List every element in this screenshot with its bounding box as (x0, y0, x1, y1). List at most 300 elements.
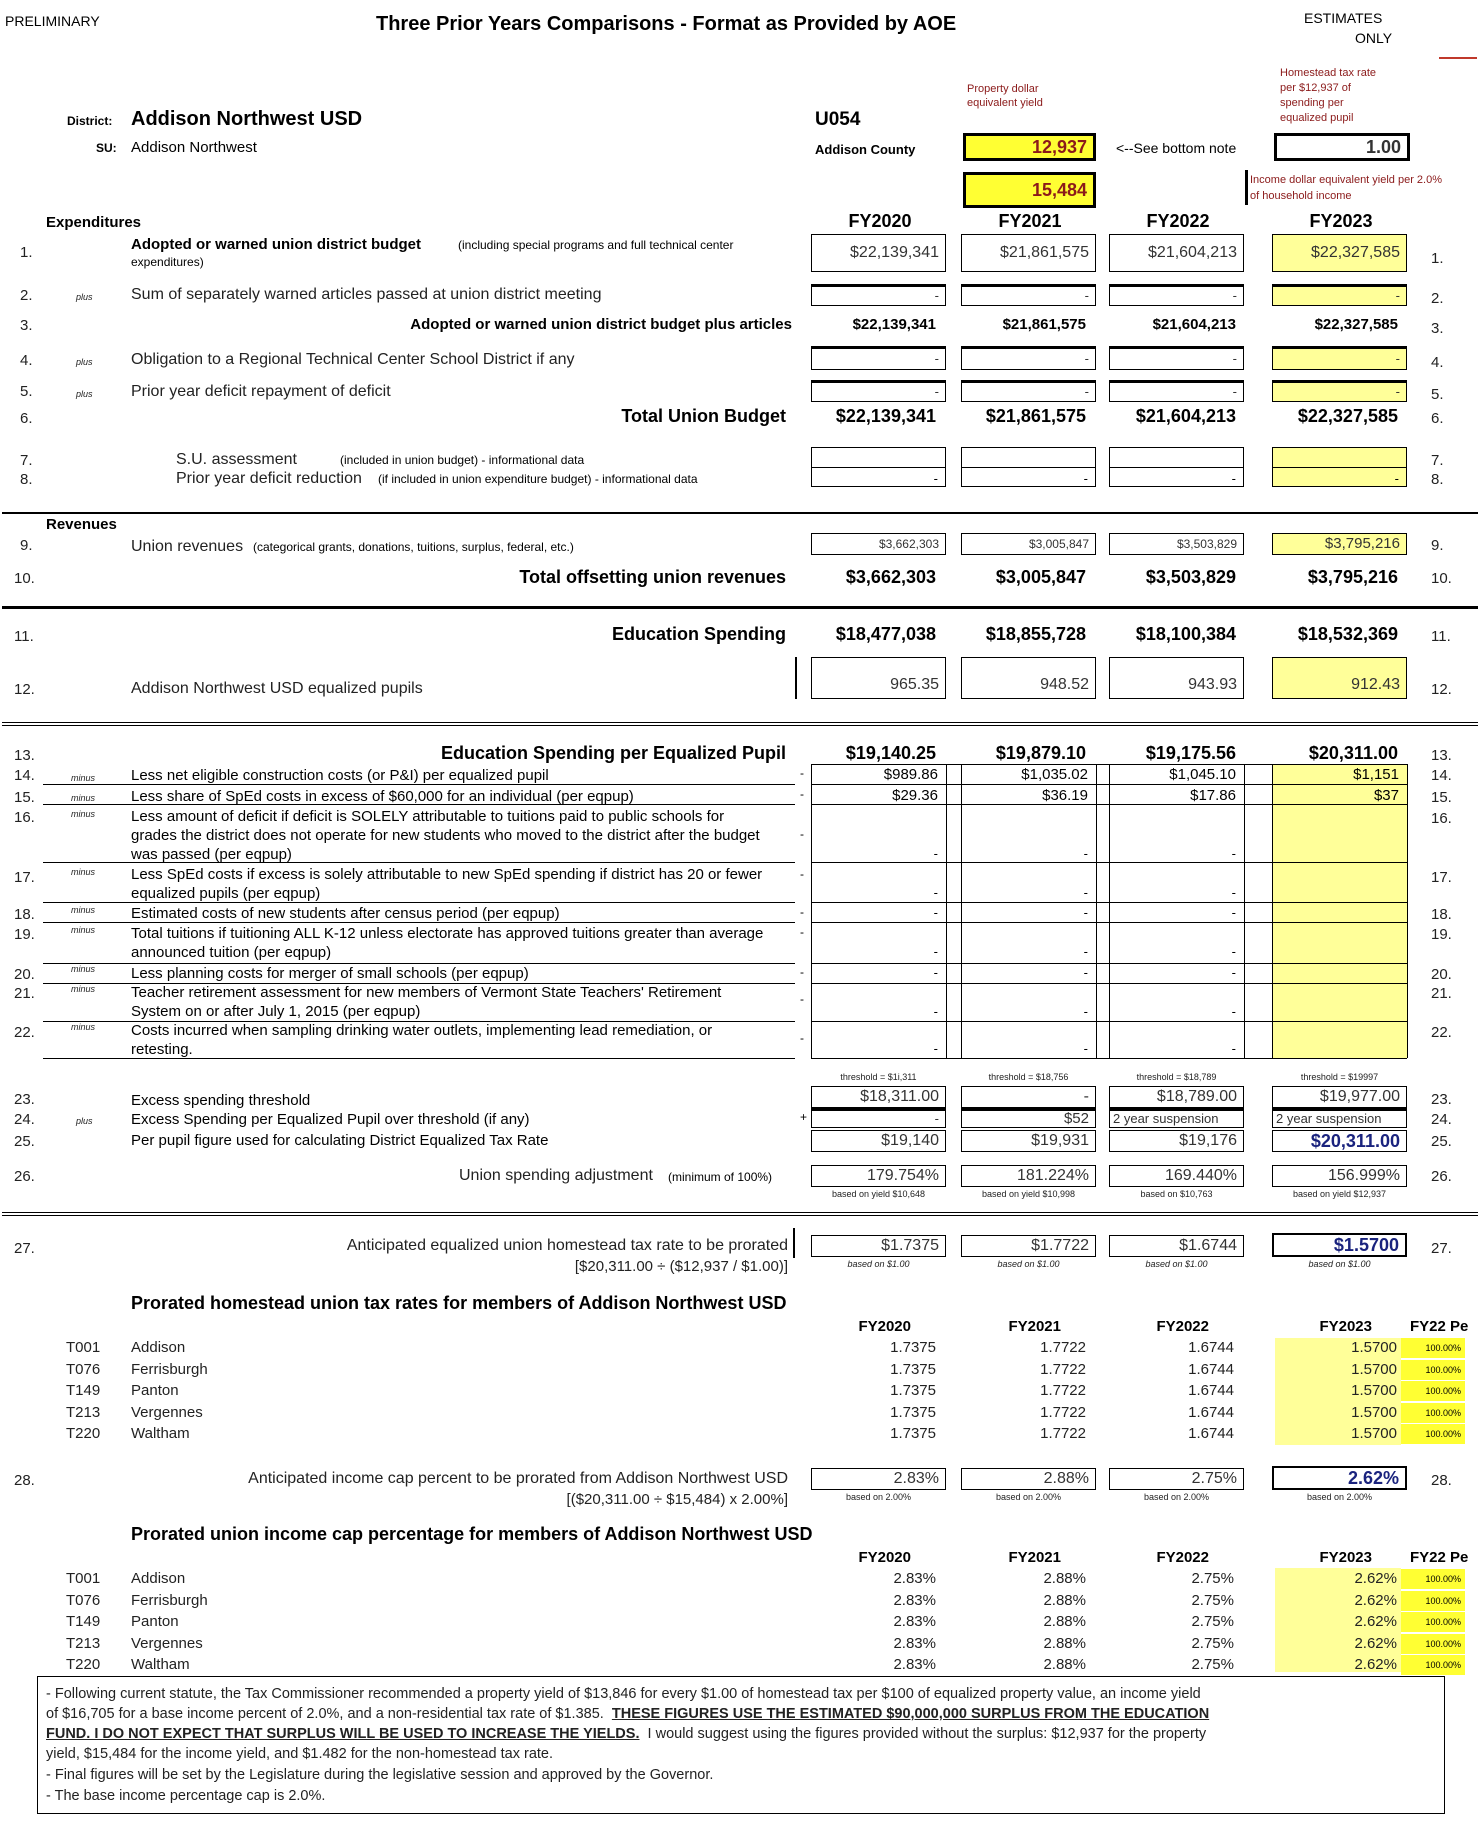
row-label-line: System on or after July 1, 2015 (per eqpup) (131, 1003, 421, 1020)
preliminary-label: PRELIMINARY (5, 13, 100, 29)
value-cell[interactable]: - (961, 380, 1096, 402)
row-prefix: minus (71, 867, 96, 877)
town-code: T076 (66, 1591, 101, 1609)
row-number-right: 14. (1431, 767, 1452, 784)
town-value: 2.88% (1043, 1656, 1086, 1673)
year-header: FY2021 (1008, 1318, 1061, 1335)
grid-line (811, 1058, 1407, 1059)
value-cell[interactable]: $18,311.00 (811, 1086, 946, 1108)
town-value: 2.88% (1043, 1613, 1086, 1630)
row-note: expenditures) (131, 255, 204, 269)
row-number: 25. (14, 1133, 35, 1150)
value-cell[interactable]: 2 year suspension (1272, 1108, 1407, 1128)
year-header: FY2023 (1319, 1549, 1372, 1566)
su-name: Addison Northwest (131, 139, 257, 156)
row-number-right: 1. (1431, 250, 1444, 267)
row-number: 22. (14, 1024, 35, 1041)
town-code: T001 (66, 1339, 101, 1356)
value-cell[interactable]: $17.86 (1190, 787, 1236, 804)
row-prefix: minus (71, 905, 96, 915)
value-cell[interactable]: $3,795,216 (1272, 533, 1407, 555)
value-cell: $22,139,341 (852, 316, 936, 333)
value-cell: $22,139,341 (835, 406, 936, 426)
value-cell[interactable]: 912.43 (1272, 657, 1407, 699)
threshold-note: threshold = $18,789 (1136, 1072, 1217, 1082)
row-number: 12. (14, 681, 35, 698)
town-code: T220 (66, 1425, 101, 1442)
row-underline (43, 784, 795, 785)
row-number-right: 3. (1431, 320, 1444, 337)
value-cell[interactable]: - (811, 1108, 946, 1128)
value-cell[interactable]: 965.35 (811, 657, 946, 699)
town-value: 2.88% (1043, 1634, 1086, 1652)
value-cell[interactable]: $1,045.10 (1169, 766, 1236, 783)
row-label: Education Spending per Equalized Pupil (440, 743, 786, 763)
threshold-note: threshold = $18,756 (988, 1072, 1069, 1082)
value-cell[interactable]: 169.440% (1109, 1165, 1244, 1187)
row-label-line: Teacher retirement assessment for new members of Vermont State Teachers' Retirement (131, 984, 722, 1001)
value-cell[interactable]: $19,931 (961, 1130, 1096, 1152)
row-number-right: 25. (1431, 1133, 1452, 1150)
value-cell[interactable]: $29.36 (892, 787, 938, 804)
value-cell: $21,861,575 (985, 406, 1086, 426)
value-cell[interactable]: 948.52 (961, 657, 1096, 699)
year-header: FY2020 (858, 1318, 911, 1335)
row-label: Union spending adjustment (459, 1167, 653, 1184)
town-name: Ferrisburgh (131, 1360, 208, 1378)
value-cell[interactable]: - (933, 885, 938, 900)
row-label: Prior year deficit repayment of deficit (131, 383, 391, 400)
value-cell[interactable]: $22,139,341 (811, 234, 946, 272)
district-name: Addison Northwest USD (131, 108, 363, 130)
value-cell[interactable]: - (1231, 1004, 1236, 1019)
row-label-line: Less SpEd costs if excess is solely attributable to new SpEd spending if district has 20 or fewer (131, 866, 763, 883)
value-cell[interactable]: - (1109, 284, 1244, 306)
cell-marker (795, 657, 797, 699)
value-cell[interactable]: 2 year suspension (1109, 1108, 1244, 1128)
row-number-right: 2. (1431, 290, 1444, 307)
minus-sign: - (800, 992, 804, 1006)
value-cell[interactable]: - (1083, 905, 1088, 920)
row-number-right: 4. (1431, 354, 1444, 371)
value-cell[interactable]: - (1083, 944, 1088, 959)
value-cell[interactable]: $1,035.02 (1021, 766, 1088, 783)
value-cell[interactable]: - (933, 905, 938, 920)
based-note: based on yield $10,998 (981, 1189, 1076, 1199)
row-prefix: minus (71, 925, 96, 935)
year-header-fy2021: FY2021 (998, 211, 1062, 231)
town-value: 1.6744 (1188, 1339, 1234, 1356)
grid-line (811, 983, 1407, 984)
grid-line (811, 862, 1407, 863)
row-number-right: 16. (1431, 810, 1452, 827)
value-cell[interactable]: - (1231, 965, 1236, 980)
note-emphasis: THESE FIGURES USE THE ESTIMATED $90,000,000 SURPLUS FROM THE EDUCATION (611, 1706, 1210, 1722)
fy2023-highlight (1272, 764, 1407, 1058)
row-label: Prior year deficit reduction (176, 470, 362, 487)
row-number: 3. (20, 317, 33, 334)
row-label: S.U. assessment (176, 451, 297, 468)
town-percent: 100.00% (1401, 1360, 1465, 1380)
value-cell[interactable]: 2.83% (811, 1468, 946, 1490)
value-cell[interactable]: $18,789.00 (1109, 1086, 1244, 1108)
town-percent: 100.00% (1401, 1424, 1465, 1444)
row-number: 2. (20, 287, 33, 304)
year-header: FY2023 (1319, 1318, 1372, 1335)
year-header-fy2022: FY2022 (1146, 211, 1210, 231)
town-name: Ferrisburgh (131, 1591, 208, 1609)
income-label-1: Income dollar equivalent yield per 2.0% (1250, 174, 1443, 186)
value-cell[interactable]: $20,311.00 (1272, 1130, 1407, 1152)
row-number: 7. (20, 452, 33, 469)
homestead-section-title: Prorated homestead union tax rates for members of Addison Northwest USD (131, 1293, 787, 1313)
row-note: (included in union budget) - informational data (340, 453, 585, 467)
value-cell[interactable]: $37 (1373, 787, 1399, 804)
value-cell: $22,327,585 (1297, 406, 1398, 426)
value-cell[interactable]: 179.754% (811, 1165, 946, 1187)
value-cell[interactable]: - (1083, 846, 1088, 861)
row-label: Adopted or warned union district budget (131, 236, 421, 253)
town-value: 2.62% (1354, 1570, 1397, 1587)
based-note: based on yield $10,648 (831, 1189, 926, 1199)
town-value: 2.75% (1191, 1656, 1234, 1673)
row-label: Per pupil figure used for calculating District Equalized Tax Rate (131, 1132, 549, 1149)
property-yield-input[interactable]: 12,937 (963, 133, 1096, 161)
town-name: Waltham (131, 1425, 190, 1442)
value-cell[interactable]: - (961, 346, 1096, 370)
row-label: Excess Spending per Equalized Pupil over threshold (if any) (131, 1111, 530, 1128)
value-cell[interactable]: 943.93 (1109, 657, 1244, 699)
town-percent: 100.00% (1401, 1381, 1465, 1401)
value-cell[interactable]: $1.6744 (1109, 1235, 1244, 1257)
value-cell[interactable]: 2.75% (1109, 1468, 1244, 1490)
value-cell[interactable]: - (933, 1004, 938, 1019)
row-number-right: 21. (1431, 985, 1452, 1002)
town-value: 1.7722 (1040, 1382, 1086, 1399)
row-label: Excess spending threshold (131, 1092, 311, 1109)
value-cell[interactable]: - (811, 284, 946, 306)
row-number-right: 15. (1431, 789, 1452, 806)
value-cell[interactable]: $36.19 (1042, 787, 1088, 804)
town-percent: 100.00% (1401, 1634, 1465, 1654)
value-cell: - (1231, 471, 1236, 486)
row-label: Less planning costs for merger of small schools (per eqpup) (131, 965, 529, 982)
town-value: 2.83% (893, 1591, 936, 1609)
value-cell[interactable]: 181.224% (961, 1165, 1096, 1187)
row-label-line: Less amount of deficit if deficit is SOLELY attributable to tuitions paid to public schools for (131, 808, 725, 825)
row-number: 1. (20, 244, 33, 261)
town-name: Addison (131, 1339, 186, 1356)
minus-sign: - (800, 827, 804, 841)
value-cell[interactable]: $21,861,575 (961, 234, 1096, 272)
town-value: 2.62% (1354, 1656, 1397, 1673)
town-percent: 100.00% (1401, 1338, 1465, 1358)
value-cell[interactable]: - (933, 846, 938, 861)
value-cell[interactable]: - (1083, 1041, 1088, 1056)
grid-line (811, 1021, 1407, 1022)
row-number: 13. (14, 747, 35, 764)
row-number-right: 24. (1431, 1111, 1452, 1128)
note-line: yield, $15,484 for the income yield, and $1.482 for the non-homestead tax rate. (46, 1746, 554, 1762)
row-label: Union revenues (131, 538, 244, 555)
row-underline (43, 922, 795, 923)
value-cell: $20,311.00 (1308, 743, 1398, 763)
cell-divider (811, 467, 946, 468)
value-cell[interactable]: $19,977.00 (1272, 1086, 1407, 1108)
row-number: 11. (14, 628, 34, 645)
value-cell[interactable]: $1.7722 (961, 1235, 1096, 1257)
town-code: T213 (66, 1634, 101, 1652)
homestead-rate-input[interactable]: 1.00 (1274, 133, 1410, 161)
row-number: 17. (14, 869, 35, 886)
town-value: 2.75% (1191, 1570, 1234, 1587)
value-cell[interactable]: $989.86 (883, 766, 938, 783)
row-number: 26. (14, 1168, 35, 1185)
row-prefix: minus (71, 793, 96, 803)
row-label: Education Spending (612, 624, 786, 644)
value-cell[interactable]: $1,151 (1353, 766, 1399, 783)
row-label-line: retesting. (131, 1041, 193, 1058)
year-header: FY2021 (1008, 1549, 1061, 1566)
value-cell[interactable]: - (1231, 846, 1236, 861)
value-cell: $21,604,213 (1135, 406, 1236, 426)
town-value: 2.83% (893, 1634, 936, 1652)
year-header: FY2022 (1156, 1318, 1209, 1335)
row-prefix: plus (76, 1116, 93, 1126)
value-cell[interactable]: - (961, 284, 1096, 306)
threshold-note: threshold = $1i,311 (840, 1072, 917, 1082)
row-number-right: 11. (1431, 628, 1451, 645)
row-number-right: 18. (1431, 906, 1452, 923)
value-cell[interactable]: $3,503,829 (1109, 533, 1244, 555)
town-value: 2.83% (893, 1656, 936, 1673)
value-cell[interactable]: - (1272, 346, 1407, 370)
row-prefix: plus (76, 389, 93, 399)
value-cell: - (1083, 471, 1088, 486)
town-code: T076 (66, 1360, 101, 1378)
value-cell[interactable]: - (1272, 284, 1407, 306)
row-label-line: announced tuition (per eqpup) (131, 944, 332, 961)
row-number-right: 7. (1431, 452, 1444, 469)
note-emphasis: FUND. I DO NOT EXPECT THAT SURPLUS WILL BE USED TO INCREASE THE YIELDS. (46, 1726, 640, 1742)
row-prefix: minus (71, 1022, 96, 1032)
income-label-2: of household income (1250, 190, 1352, 202)
value-cell[interactable]: $52 (961, 1108, 1096, 1128)
value-cell[interactable]: $19,176 (1109, 1130, 1244, 1152)
town-value: 2.75% (1191, 1613, 1234, 1630)
district-code: U054 (815, 109, 861, 130)
based-note: based on $1.00 (1145, 1259, 1208, 1269)
property-yield-label-1: Property dollar (967, 83, 1039, 95)
value-cell: $18,532,369 (1297, 624, 1398, 644)
minus-sign: - (800, 787, 804, 801)
homestead-label-4: equalized pupil (1280, 112, 1354, 124)
value-cell: $18,477,038 (835, 624, 936, 644)
value-cell[interactable]: - (1083, 965, 1088, 980)
value-cell: $3,005,847 (995, 567, 1086, 587)
row-number-right: 10. (1431, 570, 1452, 587)
value-cell[interactable]: - (1272, 380, 1407, 402)
year-header-fy2020: FY2020 (848, 211, 912, 231)
value-cell[interactable]: - (1231, 944, 1236, 959)
row-number-right: 23. (1431, 1091, 1452, 1108)
value-cell[interactable]: - (1231, 885, 1236, 900)
row-number: 27. (14, 1240, 35, 1257)
homestead-label-3: spending per (1280, 97, 1344, 109)
town-value: 2.88% (1043, 1570, 1086, 1587)
town-value: 2.75% (1191, 1634, 1234, 1652)
row-underline (43, 963, 795, 964)
note-line: - Following current statute, the Tax Commissioner recommended a property yield of $13,846 for every $1.00 of homestead tax per $100 of equalized property value, an income yield (46, 1686, 1201, 1702)
minus-sign: - (800, 867, 804, 881)
income-yield-marker (1245, 170, 1248, 205)
row-label: Less share of SpEd costs in excess of $60,000 for an individual (per eqpup) (131, 788, 634, 805)
note-line-2 (46, 1707, 1209, 1722)
value-cell[interactable]: $19,140 (811, 1130, 946, 1152)
row-label-line: equalized pupils (per eqpup) (131, 885, 321, 902)
su-label: SU: (96, 141, 117, 155)
note-line: - Final figures will be set by the Legislature during the legislative session and approved by the Governor. (46, 1767, 714, 1783)
value-cell[interactable]: $21,604,213 (1109, 234, 1244, 272)
minus-sign: - (800, 965, 804, 979)
value-cell: $19,140.25 (845, 743, 936, 763)
value-cell[interactable]: 2.62% (1272, 1466, 1407, 1490)
page-title: Three Prior Years Comparisons - Format as Provided by AOE (376, 13, 957, 35)
note-text: of $16,705 for a base income percent of 2.0%, and a non-residential tax rate of $1.385. (46, 1706, 604, 1722)
year-header: FY2022 (1156, 1549, 1209, 1566)
town-percent: 100.00% (1401, 1612, 1465, 1632)
town-value: 1.6744 (1188, 1403, 1234, 1421)
row-number: 21. (14, 985, 35, 1002)
value-cell[interactable]: - (811, 380, 946, 402)
town-value: 1.6744 (1188, 1425, 1234, 1442)
value-cell[interactable]: 156.999% (1272, 1165, 1407, 1187)
value-cell[interactable]: - (1083, 885, 1088, 900)
row-prefix: minus (71, 964, 96, 974)
town-code: T149 (66, 1382, 101, 1399)
based-note: based on 2.00% (1306, 1492, 1373, 1502)
town-value: 1.7722 (1040, 1339, 1086, 1356)
row-label: Addison Northwest USD equalized pupils (131, 680, 423, 697)
expenditures-heading: Expenditures (46, 214, 142, 231)
town-value: 2.62% (1354, 1613, 1397, 1630)
minus-sign: - (800, 1031, 804, 1045)
row-label: Anticipated income cap percent to be prorated from Addison Northwest USD (248, 1470, 788, 1487)
town-value: 1.7722 (1040, 1360, 1086, 1378)
property-yield-label-2: equivalent yield (967, 97, 1043, 109)
row-number-right: 6. (1431, 410, 1444, 427)
row-number: 8. (20, 471, 33, 488)
row-number-right: 17. (1431, 869, 1452, 886)
row-number-right: 9. (1431, 537, 1444, 554)
row-number: 18. (14, 906, 35, 923)
value-cell[interactable]: - (1109, 346, 1244, 370)
row-formula: [$20,311.00 ÷ ($12,937 / $1.00)] (574, 1258, 788, 1275)
note-line-3 (46, 1727, 1206, 1742)
value-cell[interactable]: - (1109, 380, 1244, 402)
town-name: Vergennes (131, 1403, 203, 1421)
row-note: (if included in union expenditure budget) - informational data (378, 472, 698, 486)
income-yield-input[interactable]: 15,484 (963, 172, 1096, 208)
town-value: 1.5700 (1351, 1382, 1397, 1399)
town-value: 1.5700 (1351, 1339, 1397, 1356)
value-cell[interactable]: $1.5700 (1272, 1233, 1407, 1257)
red-mark (1439, 57, 1477, 59)
row-number-right: 19. (1431, 926, 1452, 943)
revenues-heading: Revenues (46, 516, 117, 533)
row-underline (43, 902, 795, 903)
value-cell: $18,100,384 (1135, 624, 1236, 644)
estimates-label: ESTIMATES (1304, 10, 1383, 26)
value-cell[interactable]: - (1231, 905, 1236, 920)
value-cell[interactable]: $3,005,847 (961, 533, 1096, 555)
based-note: based on $1.00 (1308, 1259, 1371, 1269)
value-cell[interactable]: - (811, 346, 946, 370)
row-label: Total Union Budget (621, 406, 786, 426)
row-label: Total offsetting union revenues (519, 567, 786, 587)
only-label: ONLY (1355, 30, 1393, 46)
value-cell[interactable]: - (933, 944, 938, 959)
pct-header: FY22 Pe (1410, 1549, 1469, 1566)
row-number: 6. (20, 410, 33, 427)
town-value: 2.83% (893, 1570, 936, 1587)
value-cell: - (933, 471, 938, 486)
row-number-right: 27. (1431, 1240, 1452, 1257)
value-cell[interactable]: - (933, 1041, 938, 1056)
row-number: 24. (14, 1111, 35, 1128)
value-cell[interactable]: - (1231, 1041, 1236, 1056)
row-number-right: 13. (1431, 747, 1452, 764)
row-label-line: Costs incurred when sampling drinking water outlets, implementing lead remediation, or (131, 1022, 713, 1039)
town-percent: 100.00% (1401, 1591, 1465, 1611)
town-value: 1.7722 (1040, 1425, 1086, 1442)
minus-sign: - (800, 766, 804, 780)
value-cell[interactable]: $1.7375 (811, 1235, 946, 1257)
town-value: 1.6744 (1188, 1382, 1234, 1399)
town-value: 1.5700 (1351, 1425, 1397, 1442)
row-note: (including special programs and full technical center (458, 238, 734, 252)
cell-marker (793, 1228, 795, 1258)
value-cell[interactable]: $3,662,303 (811, 533, 946, 555)
town-value: 1.5700 (1351, 1360, 1397, 1378)
year-header: FY2020 (858, 1549, 911, 1566)
town-value: 1.7375 (890, 1403, 936, 1421)
row-label-line: was passed (per eqpup) (131, 846, 292, 863)
pct-header: FY22 Pe (1410, 1318, 1469, 1335)
value-cell[interactable]: $22,327,585 (1272, 234, 1407, 272)
section-divider (2, 606, 1478, 609)
value-cell: $21,604,213 (1152, 316, 1236, 333)
town-value: 1.7722 (1040, 1403, 1086, 1421)
grid-line (946, 764, 947, 1058)
town-code: T220 (66, 1656, 101, 1673)
value-cell[interactable]: - (1083, 1004, 1088, 1019)
row-number-right: 28. (1431, 1472, 1452, 1489)
grid-line (1244, 764, 1245, 1058)
value-cell: $21,861,575 (1002, 316, 1086, 333)
grid-line (811, 963, 1407, 964)
value-cell[interactable]: 2.88% (961, 1468, 1096, 1490)
town-value: 2.83% (893, 1613, 936, 1630)
value-cell[interactable]: - (961, 1086, 1096, 1108)
row-number: 16. (14, 809, 35, 826)
value-cell: $19,175.56 (1145, 743, 1236, 763)
homestead-label-2: per $12,937 of (1280, 82, 1351, 94)
value-cell[interactable]: - (933, 965, 938, 980)
based-note: based on 2.00% (1143, 1492, 1210, 1502)
row-label: Obligation to a Regional Technical Center School District if any (131, 351, 575, 368)
row-label: Adopted or warned union district budget plus articles (410, 316, 792, 333)
